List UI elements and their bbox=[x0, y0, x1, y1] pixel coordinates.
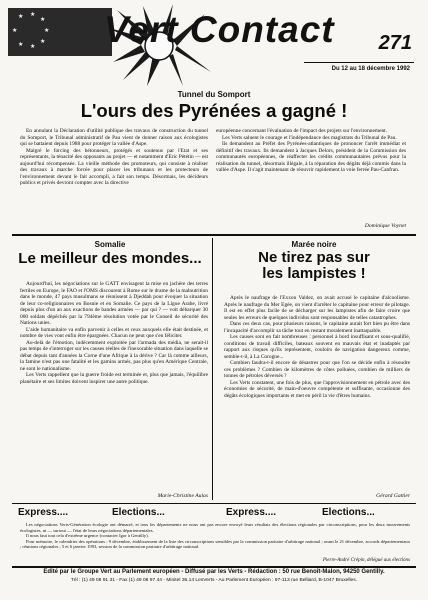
issue-number: 271 bbox=[378, 32, 412, 54]
express-label-1: Express.... bbox=[18, 507, 69, 518]
somalie-paragraph: Au-delà de l'émotion, indécemment exploitée par l'armada des média, ne serait-il pas temps de s'interroger sur les causes réelles de l'inexorable situation dans laquelle se débat depuis tant d'années la Corne d'une Afrique à la dérive ? Car là comme ailleurs, la famine n'est pas une fatalité et les gamins armés, pas plus qu'en Amérique Centrale, ne sont le nationalisme. bbox=[20, 339, 209, 372]
lead-column-1 bbox=[20, 128, 208, 187]
maree-headline-line2: les lampistes ! bbox=[262, 265, 366, 282]
lead-paragraph: En annulant la Déclaration d'utilité publique des travaux de construction du tunnel du Somport, le Tribunal administratif de Pau vient de donner raison aux écologistes qui se battaient depuis 1988 pour protéger la vallée d'Aspe. bbox=[20, 128, 208, 147]
lead-column-2 bbox=[216, 128, 406, 174]
lead-paragraph: Les Verts saluent le courage et l'indépendance des magistrats du Tribunal de Pau. bbox=[222, 134, 397, 141]
column-divider bbox=[212, 238, 213, 500]
somalie-paragraph: Les Verts rappellent que la guerre froide est terminée et, plus que jamais, l'équilibre planétaire et ses limites doivent inspirer une autre politique. bbox=[20, 372, 208, 385]
maree-kicker: Marée noire bbox=[291, 240, 337, 249]
masthead-title: Vert Contact bbox=[104, 9, 335, 50]
lead-paragraph: Ils demandent au Préfet des Pyrénées-atlantiques de prononcer l'arrêt immédiat et définitif des travaux. Ils demandent à Jacques Delors, président de la Commission des communautés européennes, de réaffecter les crédits communautaires prévus pour la réalisation du tunnel, désormais illégale, à la réparation des dégâts déjà commis dans la vallée d'Aspe. Il s'agit maintenant de réouvrir rapidement la voie ferrée Pau-Canfran. bbox=[216, 141, 406, 173]
star-icon: ★ bbox=[30, 44, 36, 50]
maree-paragraph: Combien faudra-t-il encore de désastres pour que l'on se décide enfin à résoudre ces problèmes ? Combien de kilomètres de côtes polluées, combien de milliers de tonnes de pétroles déversés ? bbox=[224, 360, 410, 379]
elections-label-2: Elections... bbox=[322, 507, 375, 518]
lead-headline: L'ours des Pyrénées a gagné ! bbox=[80, 100, 348, 121]
maree-signature: Gérard Gattier bbox=[376, 493, 410, 499]
star-icon: ★ bbox=[30, 12, 36, 18]
somalie-kicker: Somalie bbox=[94, 240, 126, 249]
lead-paragraph: européenne concernant l'évaluation de l'impact des projets sur l'environnement. bbox=[216, 128, 388, 134]
express-paragraph: Les négociations Verts-Génération écologie ont démarré, et tous les départements ne nous ont pas encore envoyé leurs résultats des élections régionales par circonscriptions, pour les deux mouvements écologistes, ni — surtout — l'état de leurs négociations départementales. bbox=[20, 522, 410, 533]
maree-paragraph: Après le naufrage de l'Exxon Valdez, on avait accusé le capitaine d'alcoolisme. Après le naufrage du Mer Egée, on vient d'arrêter le capitaine pour erreur de pilotage. Il est en effet plus facile de se décharger sur les lampistes afin de faire croire que seules les erreurs de quelques individus sont responsables de telles catastrophes. bbox=[224, 295, 410, 321]
somalie-paragraph: L'aide humanitaire va enfin parvenir à celles et ceux auxquels elle était destinée, et nombre de vies vont enfin être épargnées. Chacun ne peut que s'en féliciter. bbox=[20, 326, 208, 339]
somalie-signature: Marie-Christine Aulas bbox=[157, 493, 208, 499]
issue-date: Du 12 au 18 décembre 1992 bbox=[331, 66, 410, 72]
footer-rule bbox=[12, 566, 416, 568]
maree-body bbox=[224, 295, 410, 399]
issue-underline bbox=[304, 62, 414, 63]
somalie-headline: Le meilleur des mondes... bbox=[18, 250, 202, 267]
maree-paragraph: Les Verts constatent, une fois de plus, que l'approvisionnement en pétrole avec des économies de sécurité, de main-d'oeuvre compétente et suffisante, occasionne des dégâts écologiques importants et met en péril la vie d'êtres humains. bbox=[224, 379, 410, 399]
express-label-2: Express.... bbox=[226, 507, 277, 518]
footer-line-1: Edité par le Groupe Vert au Parlement européen - Diffusé par les Verts - Rédaction : 50 rue Benoît-Malon, 94250 Gentilly. bbox=[43, 569, 385, 575]
section-divider bbox=[12, 234, 416, 236]
express-paragraph: Il nous faut tout cela d'extrême urgence (contacter Igor à Gentilly). bbox=[26, 533, 149, 539]
masthead-area bbox=[6, 4, 422, 86]
express-body bbox=[20, 522, 410, 550]
lead-signature: Dominique Voynet bbox=[364, 223, 406, 229]
express-top-rule bbox=[12, 503, 416, 504]
eu-flag-logo bbox=[8, 8, 112, 56]
star-icon: ★ bbox=[18, 42, 24, 48]
elections-label-1: Elections... bbox=[112, 507, 165, 518]
star-icon: ★ bbox=[44, 28, 50, 34]
star-icon: ★ bbox=[40, 17, 46, 23]
star-icon: ★ bbox=[40, 39, 46, 45]
express-paragraph: Pour mémoire, le calendrier des opérations : 9 décembre, établissement de la liste des circonscriptions sensibles par la commission paritaire d'arbitrage national ; avant le 21 décembre, accords départementaux ; réunions régionales ; 5 et 6 janvier 1993, session de la commission paritaire d'arbitrage national. bbox=[20, 538, 410, 550]
lead-kicker: Tunnel du Somport bbox=[177, 90, 251, 99]
somalie-body bbox=[20, 281, 208, 385]
lead-paragraph: Malgré le forcing des bétonneurs, protégés et soutenus par l'Etat et ses représentants, la ténacité des opposants au projet — et notamment d'Eric Pététin — est aujourd'hui récompensée. La vieille méthode des promoteurs, qui consiste à réaliser des travaux à marche forcée pour placer les tribunaux et les protecteurs de l'environnement devant le fait accompli, a fait son temps. Désormais, les décideurs publics et privés devront compter avec la directive bbox=[20, 147, 208, 186]
footer-line-2: Tél : (1) 49 08 91 31 - Fax (1) 49 08 97 44 - Minitel 36.14 LesVerts - Au Parlement Européen : 97-113 rue Belliard, B-1047 Bruxelles. bbox=[70, 578, 358, 583]
maree-paragraph: Les causes sont en fait nombreuses : personnel à bord insuffisant et sous-qualifié, conditions de travail difficiles, bateaux souvent en mauvais état et inadaptés par rapport aux risques qu'ils représentent, couloirs de navigation dangereux comme, semble-t-il, à La Corogne... bbox=[224, 334, 410, 360]
star-icon: ★ bbox=[18, 14, 24, 20]
somalie-paragraph: Aujourd'hui, les négociations sur le GATT envisagent la mise en jachère des terres fertiles en Europe, le FAO et l'OMS discourent à Rome sur le drame de la malnutrition dans le monde, 47 pays musulmans se réunissent à Djeddah pour évoquer la situation de leur co-religionnaires en Bosnie et en Somalie. Ce pays de la Ligue Arabe, livré depuis plus d'un an aux exactions de bandes armées — par qui ? — voit débarquer 30 000 soldats dépêchés par la 794ème résolution votée par le Conseil de sécurité des Nations unies. bbox=[20, 281, 208, 326]
maree-headline bbox=[216, 250, 412, 282]
star-icon: ★ bbox=[12, 28, 18, 34]
express-signature: Pierre-André Crépin, délégué aux élections bbox=[322, 558, 410, 563]
maree-paragraph: Dans ces deux cas, pour plusieurs raisons, le capitaine aurait fort bien pu être dans l'incapacité d'accomplir sa tâche tout en restant moralement inattaquable. bbox=[224, 321, 410, 334]
maree-headline-line1: Ne tirez pas sur bbox=[258, 249, 370, 266]
